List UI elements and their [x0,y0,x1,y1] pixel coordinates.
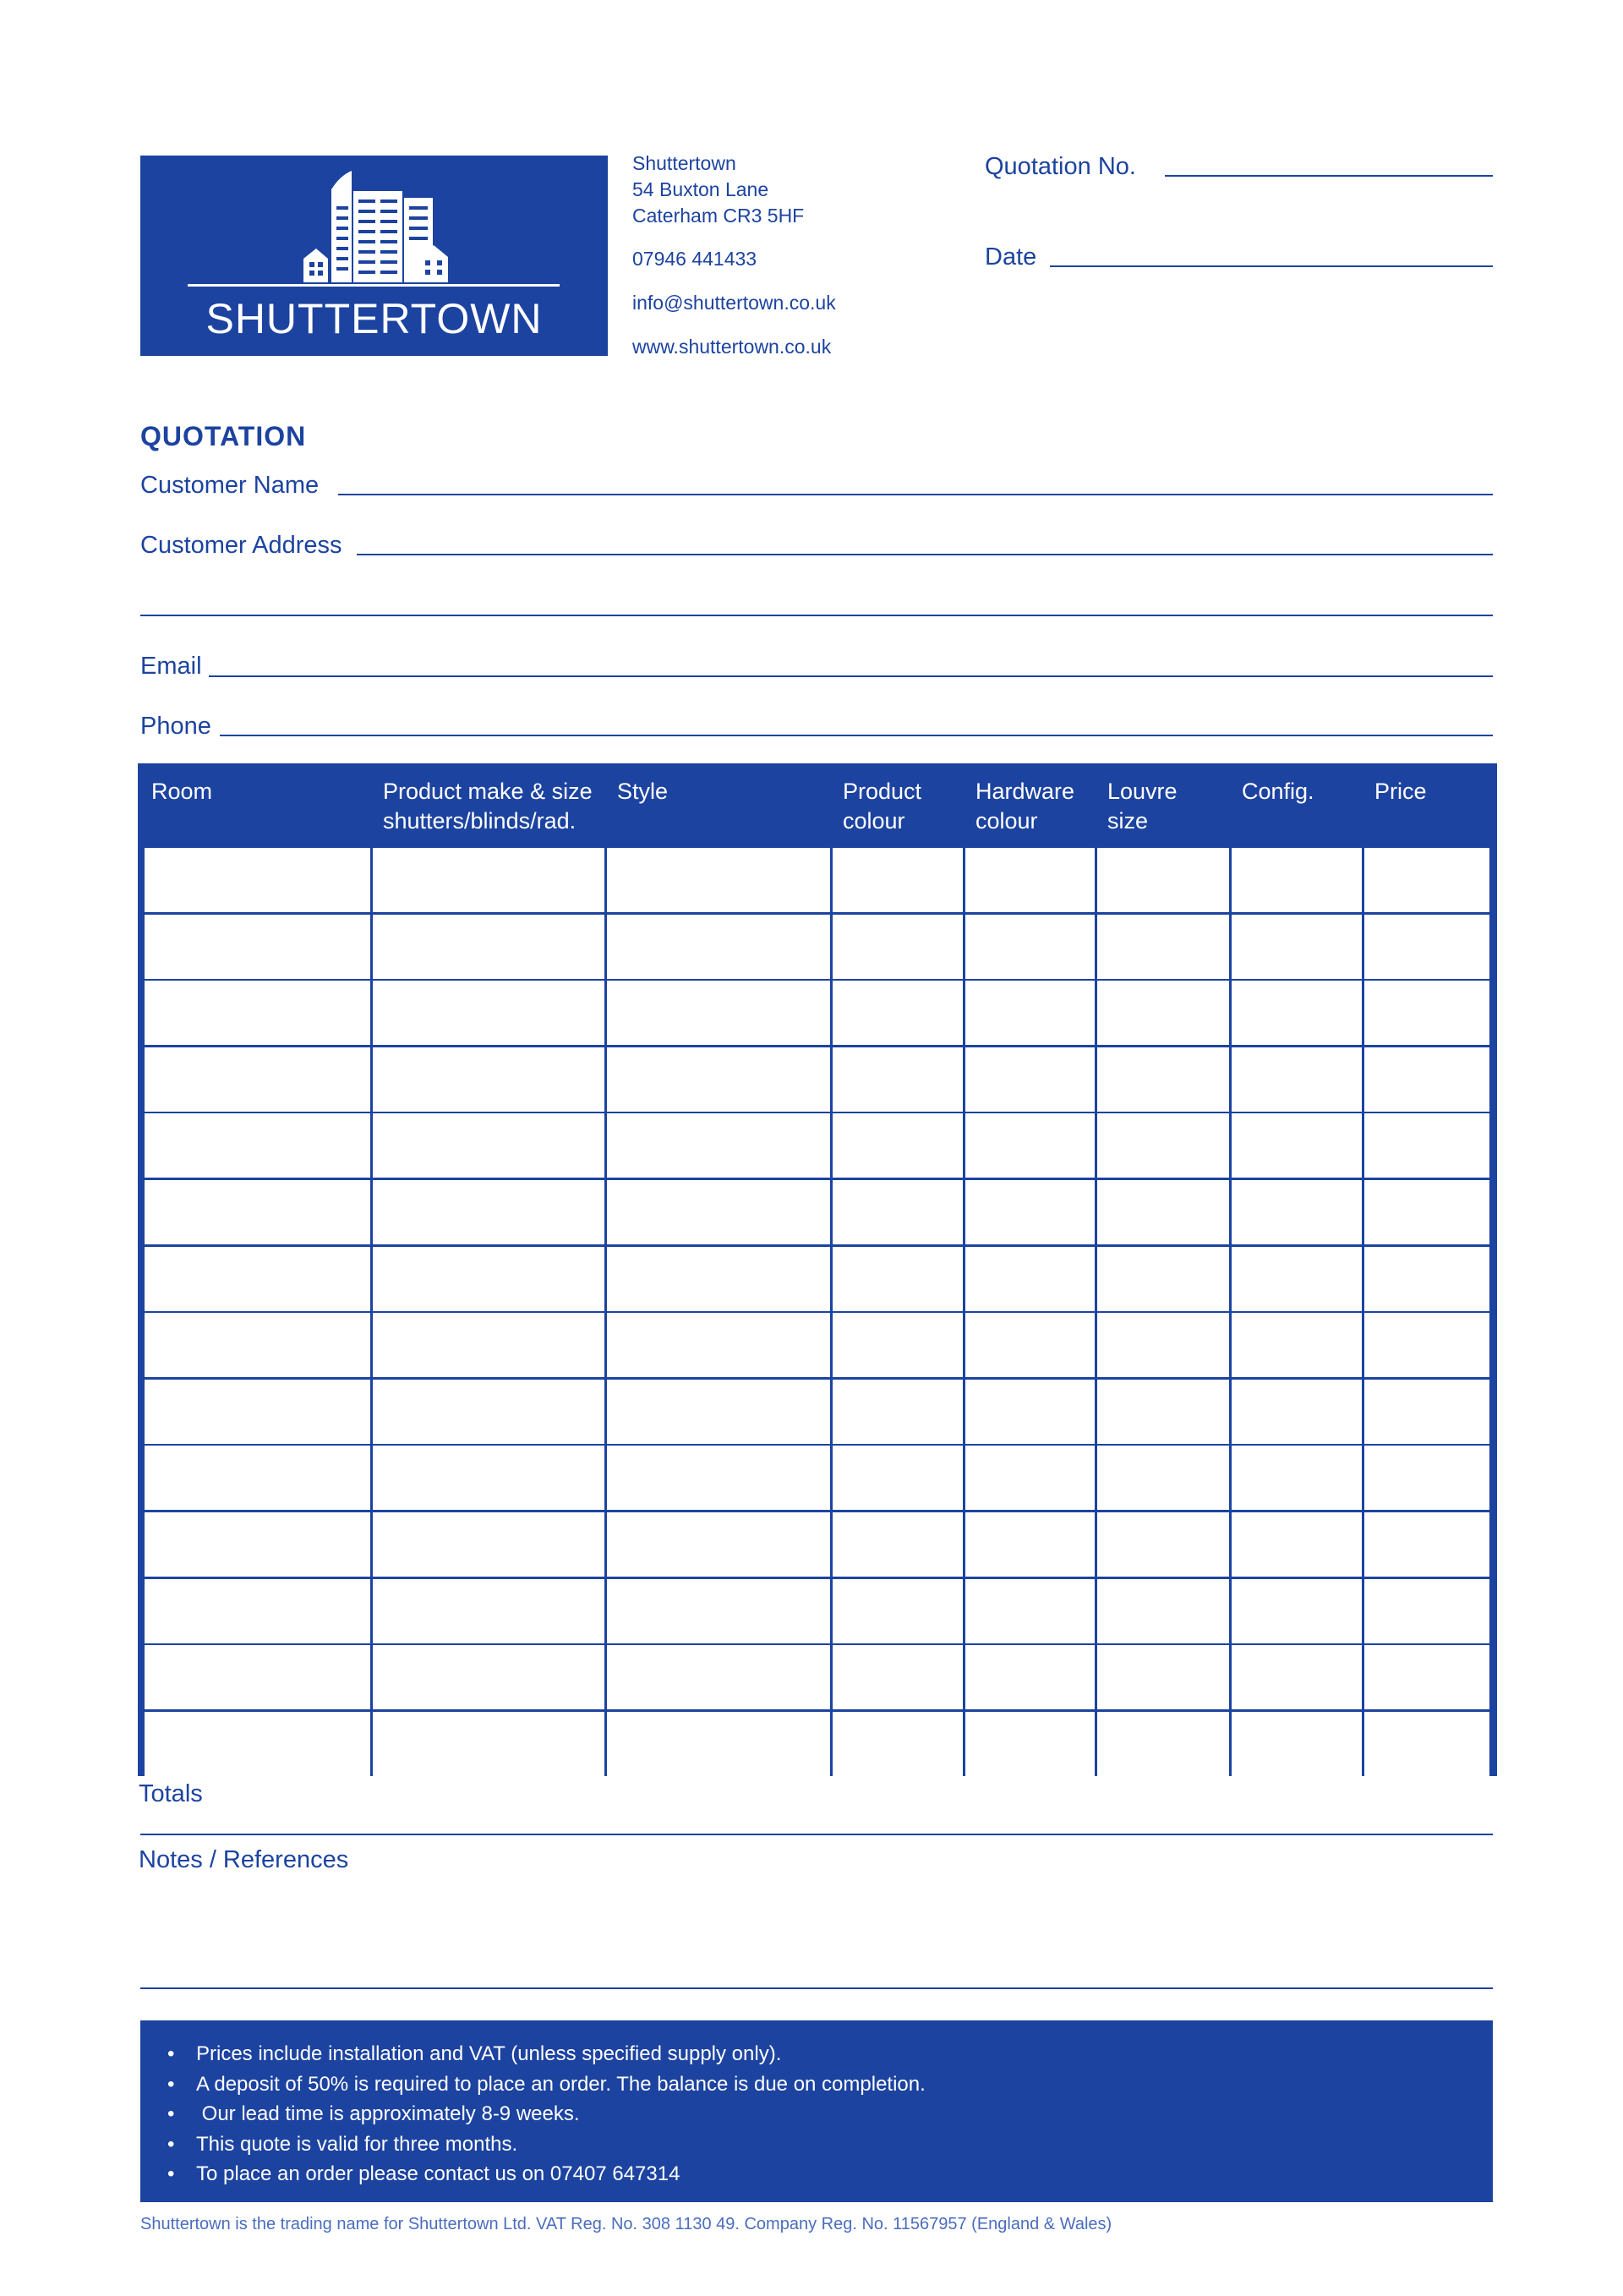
table-cell[interactable] [145,915,370,979]
customer-address-field[interactable] [357,554,1493,555]
column-header [975,777,1074,836]
table-cell[interactable] [145,981,370,1045]
table-cell[interactable] [607,1180,830,1244]
table-cell[interactable] [1364,848,1489,912]
company-website: www.shuttertown.co.uk [632,336,832,358]
table-cell[interactable] [833,1247,963,1311]
table-cell[interactable] [1097,1180,1229,1244]
table-cell[interactable] [373,1247,604,1311]
table-cell[interactable] [607,1247,830,1311]
column-header-line-1: Config. [1242,779,1314,804]
table-cell[interactable] [1364,1512,1489,1577]
page-title: QUOTATION [140,421,307,451]
company-name: Shuttertown [632,152,736,174]
table-cell[interactable] [965,981,1095,1045]
table-cell[interactable] [833,1313,963,1377]
table-cell[interactable] [373,1446,604,1510]
table-cell[interactable] [833,1446,963,1510]
email-field[interactable] [209,675,1493,677]
table-cell[interactable] [833,1712,963,1776]
logo-wordmark: SHUTTERTOWN [205,295,543,342]
table-cell[interactable] [1232,915,1362,979]
table-cell[interactable] [833,1380,963,1444]
table-cell[interactable] [1097,1645,1229,1709]
customer-name-label: Customer Name [140,472,320,499]
table-cell[interactable] [145,1380,370,1444]
column-header-line-2: size [1107,808,1149,834]
table-cell[interactable] [1364,1446,1489,1510]
totals-label: Totals [139,1780,203,1807]
table-cell[interactable] [373,1047,604,1112]
column-header-line-2: colour [843,808,905,834]
table-cell[interactable] [1232,1180,1362,1244]
column-header-line-2: shutters/blinds/rad. [383,808,577,834]
table-cell[interactable] [373,1512,604,1577]
table-cell[interactable] [965,1380,1095,1444]
table-cell[interactable] [1097,1113,1229,1178]
column-header [1107,777,1178,836]
table-cell[interactable] [1364,1047,1489,1112]
quotation-no-field[interactable] [1165,175,1493,177]
table-cell[interactable] [1364,1113,1489,1178]
legal-footer: Shuttertown is the trading name for Shuttertown Ltd. VAT Reg. No. 308 1130 49. Company Reg. No. 11567957 (England & Wales) [140,2215,1112,2233]
table-cell[interactable] [1232,1446,1362,1510]
phone-label: Phone [140,713,211,740]
table-cell[interactable] [1232,1645,1362,1709]
table-cell[interactable] [833,1579,963,1643]
terms-list [167,2039,926,2189]
table-cell[interactable] [1232,848,1362,912]
table-cell[interactable] [833,1180,963,1244]
table-cell[interactable] [1097,1047,1229,1112]
email-label: Email [140,653,202,680]
column-header [1242,777,1314,806]
table-cell[interactable] [1364,1645,1489,1709]
table-cell[interactable] [145,848,370,912]
table-cell[interactable] [1232,1512,1362,1577]
quotation-no-label: Quotation No. [985,153,1136,180]
table-cell[interactable] [1364,981,1489,1045]
table-cell[interactable] [1097,1712,1229,1776]
date-label: Date [985,243,1037,271]
table-cell[interactable] [833,1113,963,1178]
column-header-line-1: Room [151,779,213,804]
table-cell[interactable] [1232,1313,1362,1377]
table-cell[interactable] [607,1113,830,1178]
table-cell[interactable] [607,915,830,979]
table-cell[interactable] [1097,848,1229,912]
table-cell[interactable] [607,1645,830,1709]
column-header [843,777,921,836]
table-cell[interactable] [965,848,1095,912]
table-cell[interactable] [373,1113,604,1178]
terms-item: • Prices include installation and VAT (unless specified supply only). [167,2042,782,2065]
column-header [617,777,668,806]
table-cell[interactable] [373,1579,604,1643]
table-cell[interactable] [1364,1380,1489,1444]
table-cell[interactable] [373,1712,604,1776]
table-cell[interactable] [373,1380,604,1444]
table-cell[interactable] [965,915,1095,979]
column-header-line-1: Product [843,779,922,804]
customer-address-field-line-2[interactable] [140,615,1493,616]
column-header-line-1: Product make & size [383,779,593,804]
table-cell[interactable] [833,848,963,912]
table-cell[interactable] [1232,1047,1362,1112]
column-header [151,777,212,806]
table-cell[interactable] [145,1247,370,1311]
terms-item: • This quote is valid for three months. [167,2132,518,2156]
table-cell[interactable] [1364,1579,1489,1643]
table-cell[interactable] [1232,1579,1362,1643]
date-field[interactable] [1050,265,1493,267]
table-cell[interactable] [145,1047,370,1112]
table-cell[interactable] [1364,1180,1489,1244]
table-cell[interactable] [1232,1113,1362,1178]
table-cell[interactable] [145,1512,370,1577]
table-cell[interactable] [373,1180,604,1244]
notes-label: Notes / References [139,1846,349,1873]
column-header [1374,777,1427,806]
table-cell[interactable] [1232,981,1362,1045]
table-cell[interactable] [833,1645,963,1709]
company-email: info@shuttertown.co.uk [632,292,836,314]
table-cell[interactable] [965,1512,1095,1577]
table-cell[interactable] [1097,1380,1229,1444]
address-line-1: 54 Buxton Lane [632,178,769,200]
table-cell[interactable] [965,1247,1095,1311]
table-cell[interactable] [145,1313,370,1377]
table-cell[interactable] [965,1645,1095,1709]
table-cell[interactable] [145,1712,370,1776]
notes-line[interactable] [140,1987,1493,1989]
table-cell[interactable] [833,1047,963,1112]
column-header-line-1: Price [1374,779,1427,804]
table-cell[interactable] [607,981,830,1045]
quotation-table [138,763,1497,1776]
table-cell[interactable] [607,1712,830,1776]
table-cell[interactable] [1364,1712,1489,1776]
table-cell[interactable] [607,1579,830,1643]
table-cell[interactable] [1364,1247,1489,1311]
column-header-line-1: Hardware [975,779,1075,804]
phone-field[interactable] [220,735,1493,736]
company-logo [140,156,608,356]
table-cell[interactable] [607,1047,830,1112]
customer-name-field[interactable] [338,494,1493,495]
table-cell[interactable] [373,1313,604,1377]
table-cell[interactable] [607,1313,830,1377]
terms-box [140,2020,1493,2202]
table-cell[interactable] [373,915,604,979]
table-cell[interactable] [607,1380,830,1444]
column-header-line-1: Louvre [1107,779,1178,804]
table-cell[interactable] [833,981,963,1045]
column-header-line-2: colour [975,808,1038,834]
table-cell[interactable] [1364,915,1489,979]
terms-item: • A deposit of 50% is required to place an order. The balance is due on completion. [167,2072,926,2096]
table-cell[interactable] [965,1712,1095,1776]
table-cell[interactable] [1097,1446,1229,1510]
table-cell[interactable] [145,1446,370,1510]
table-cell[interactable] [965,1113,1095,1178]
table-cell[interactable] [833,1512,963,1577]
totals-line [140,1834,1493,1835]
table-cell[interactable] [1097,1512,1229,1577]
table-cell[interactable] [607,848,830,912]
table-cell[interactable] [1232,1380,1362,1444]
table-cell[interactable] [607,1512,830,1577]
table-cell[interactable] [965,1446,1095,1510]
table-cell[interactable] [1097,915,1229,979]
terms-item: • To place an order please contact us on 07407 647314 [167,2162,680,2185]
table-cell[interactable] [607,1446,830,1510]
table-cell[interactable] [965,1579,1095,1643]
table-cell[interactable] [1097,981,1229,1045]
address-line-2: Caterham CR3 5HF [632,205,805,227]
table-cell[interactable] [145,1579,370,1643]
table-cell[interactable] [965,1047,1095,1112]
table-cell[interactable] [373,981,604,1045]
table-cell[interactable] [833,915,963,979]
table-cell[interactable] [1097,1313,1229,1377]
terms-item: • Our lead time is approximately 8-9 weeks. [167,2102,580,2125]
column-header-line-1: Style [617,779,669,804]
table-cell[interactable] [1364,1313,1489,1377]
table-cell[interactable] [1232,1247,1362,1311]
table-cell[interactable] [373,848,604,912]
table-cell[interactable] [145,1180,370,1244]
company-phone: 07946 441433 [632,248,757,270]
table-cell[interactable] [1232,1712,1362,1776]
table-cell[interactable] [373,1645,604,1709]
table-cell[interactable] [1097,1247,1229,1311]
column-header [383,777,593,836]
table-cell[interactable] [965,1180,1095,1244]
table-cell[interactable] [145,1113,370,1178]
table-cell[interactable] [145,1645,370,1709]
table-cell[interactable] [965,1313,1095,1377]
table-cell[interactable] [1097,1579,1229,1643]
customer-address-label: Customer Address [140,532,342,559]
